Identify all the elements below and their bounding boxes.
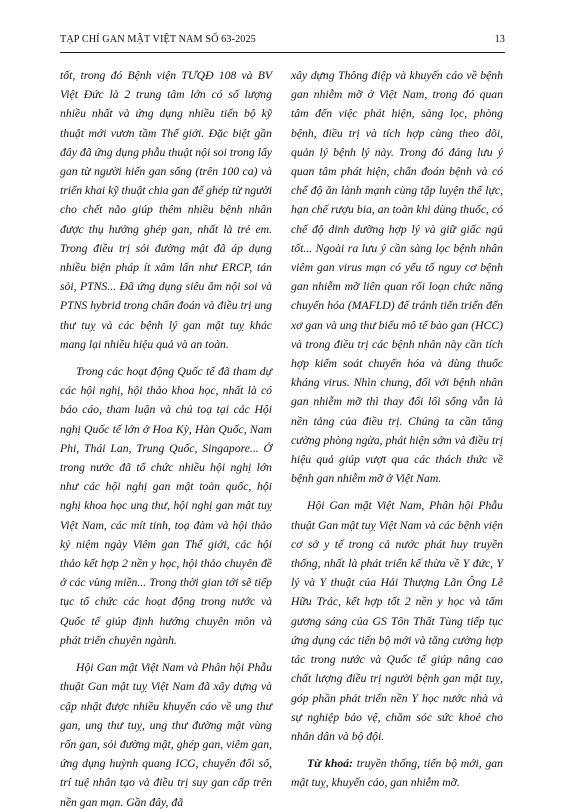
header-divider [60, 52, 505, 53]
paragraph: Hội Gan mật Việt Nam và Phân hội Phẫu thuật Gan mật tuỵ Việt Nam đã xây dựng và cập nhật được nhiều khuyến cáo về ung thư gan, ung thư tuỵ, ung thư đường mật vùng rốn gan, sỏi đường mật, ghép gan, viêm gan, ứng dụng huỳnh quang ICG, chuyển đổi số, trí tuệ nhân tạo và điều trị suy gan cấp trên nền gan mạn. Gần đây, đã [60, 661, 272, 809]
paragraph: Trong các hoạt động Quốc tế đã tham dự các hội nghị, hội thảo khoa học, nhất là có báo cáo, tham luận và chủ toạ tại các Hội nghị Quốc tế lớn ở Hoa Kỳ, Hàn Quốc, Nam Phi, Thái Lan, Trung Quốc, Singapore... Ở trong nước đã tổ chức nhiều hội nghị lớn như các hội nghị gan mật toàn quốc, hội nghị khoa học ung thư, hội nghị gan mật tuỵ Việt Nam, các mít tinh, toạ đàm và hội thảo kỷ niệm ngày Viêm gan Thế giới, các hội thảo kết hợp 2 nền y học, hội thảo chuyên đề ở các vùng miền... Trong thời gian tới sẽ tiếp tục tổ chức các hoạt động trong nước và Quốc tế giúp định hướng chuyên môn và phát triển chuyên ngành. [60, 365, 272, 647]
paragraph: xây dựng Thông điệp và khuyến cáo về bệnh gan nhiễm mỡ ở Việt Nam, trong đó quan tâm đến việc phát hiện, sàng lọc, phòng bệnh, điều trị và tích hợp cùng theo dõi, quản lý bệnh lý này. Trong đó đáng lưu ý quan tâm phát hiện, chẩn đoán bệnh và có chế độ ăn lành mạnh cùng tập luyện thể lực, hạn chế rượu bia, an toàn khi dùng thuốc, có chế độ dinh dưỡng hợp lý và giữ giấc ngủ tốt... Ngoài ra lưu ý cần sàng lọc bệnh nhân viêm gan virus mạn có yếu tố nguy cơ bệnh gan nhiễm mỡ liên quan rối loạn chức năng chuyển hóa (MAFLD) để tránh tiến triển đến xơ gan và ung thư biểu mô tế bào gan (HCC) và trong điều trị các bệnh nhân này cần tích hợp kiểm soát chuyển hóa và dùng thuốc kháng virus. Nhìn chung, đối với bệnh nhân gan nhiễm mỡ thì thay đổi lối sống vẫn là nền tảng của điều trị. Chúng ta cần tăng cường phòng ngừa, phát hiện sớm và điều trị hiệu quả giúp vượt qua các thách thức về bệnh gan nhiễm mỡ ở Việt Nam. [291, 69, 503, 486]
page-header [60, 34, 505, 48]
keywords [291, 754, 503, 792]
paragraph: tốt, trong đó Bệnh viện TƯQĐ 108 và BV Việt Đức là 2 trung tâm lớn có số lượng nhiều nhất và ứng dụng nhiều tiến bộ kỹ thuật mới vươn tầm Thế giới. Đặc biệt gần đây đã ứng dụng phẫu thuật nội soi trong lấy gan từ người hiến gan sống (trên 100 ca) và triển khai kỹ thuật chia gan để ghép từ người cho chết não giúp thêm nhiều bệnh nhân được thụ hưởng ghép gan, nhất là trẻ em. Trong điều trị sỏi đường mật đã áp dụng nhiều biện pháp ít xâm lấn như ERCP, tán sỏi, PTNS... Đã ứng dụng siêu âm nội soi và PTNS hybrid trong chẩn đoán và điều trị ung thư tuỵ và các bệnh lý gan mật tuỵ khác mang lại nhiều hiệu quả và an toàn. [60, 69, 272, 351]
left-column [60, 66, 272, 812]
keywords-label: Từ khoá: [307, 757, 353, 771]
journal-title: TẠP CHÍ GAN MẬT VIỆT NAM SỐ 63-2025 [60, 34, 256, 45]
right-column [291, 66, 503, 793]
keywords-text: truyền thống, tiến bộ mới, gan mật tuỵ, khuyến cáo, gan nhiễm mỡ. [291, 757, 503, 790]
paragraph: Hội Gan mật Việt Nam, Phân hội Phẫu thuật Gan mật tuỵ Việt Nam và các bệnh viện cơ sở y tế trong cả nước phát huy truyền thống, nhất là phát triển kế thừa về Y đức, Y lý và Y thuật của Hải Thượng Lãn Ông Lê Hữu Trác, kết hợp tốt 2 nền y học và tấm gương sáng của GS Tôn Thất Tùng tiếp tục ứng dụng các tiến bộ mới và tăng cường hợp tác trong nước và Quốc tế giúp nâng cao chất lượng điều trị người bệnh gan mật tuỵ, góp phần phát triển nền Y học nước nhà và sự nghiệp bảo vệ, chăm sóc sức khoẻ cho nhân dân và bộ đội. [291, 499, 503, 743]
page-number: 13 [494, 34, 505, 45]
